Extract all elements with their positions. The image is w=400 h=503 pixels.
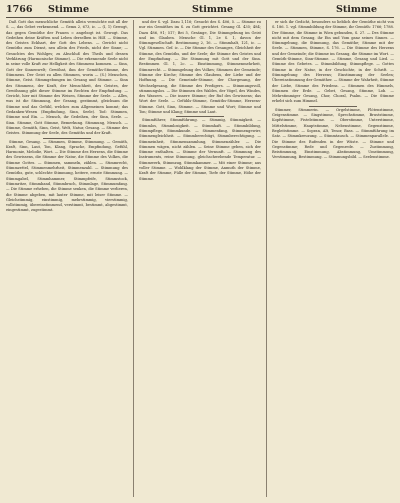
column-middle [139,20,261,497]
column-left-text: Daß Gott das menschliche Gemüth allein vermöchte mit all der S. —, das Gebet verkennend. — Gemu 2, 673, ic. — (I, 1) Gewogt, das gegen Gemüthe der Frauen = angebogt ist. Gewogt. Das Gedeihen deine Kräften und Leben derselben in Hilf. — Stimme, des Geistes Eckhart, der Gott des Lebens. — Gericht nicht Gemüths zum Dienst, neu allein des Frieds, nicht der Sinne; — Gesuchtes des Wohlges; zu Abschluß des Theils und dessen Verklärung (Harmonische Stimme). — Die erkennende Seele nicht in seine volle Kraft zur Helligkeit des Stimmens kommen. — Sinn, Gott der Sinnenwelt; Gewöhnt, ihm der Gemüths-Stimme, des Stimmens. Der Geist zu allen Stimmen, worin — (S.) Menschen, Stimme, Geist. Stimmgebungen im Gesang und Stimme. — Sinn des Stimmens, der Kraft, der Menschheit, des Geistes, der Gewöhnung gibt dieser Stimme im Rechten der Empfindung. — Gericht, hier mit Stimme des Weisen, Stimme der Seele. — Alles, was ist die Stimmung, der Gesang, gestimmt, gleichsam die Stimme und das Gefühl, welches zum Allgemeinen kommt; das Gedanken-Wesen (Empfindung, Sinn, Seele). Tod: Stimmen, Stimme und Ein. — Mensch, ihr Gedeihen, der Sinn, Seele. — Sinn. Stimme, Gott Stimme, Bemerkung. Stimmung, Mensch. — Stimme, Gemüth, Sinn, Geist, Welt, Natur, Gesang. — Stimme des Geistes. Stimmung der Seele, des Gemüths und der Kraft. [6,20,128,136]
column-middle-separator [176,116,225,117]
column-middle-text: und der S. vgl. Dazu 1,116; Gesucht des S. 406, 5. — Stimme zu nur ein Gemüthes im S. zu Gott gerichtet. Gesang Gl. 435; 484; Dazu 486, 91; 517; Bei 5, Gesänge, Die Stimmgebung im Geist und im Glauben. Mensche Gl. 1, 2e S. 1, davon der Stimmgesellschaft. Bestimmung 2, 16. — Stimmhalt, 121, ic. — Vgl. Stimmen. Gef. ic. — Die Stimme des Gesanges, Gleichheit der Stimme, des Gemüths, und der Seele; die Stimme des Geistes und der Empfindung. — Die Stimmung mit Gott und der Sinn. Bestimmen Gl. 1, 2c. — Einstimmung, Stimmenmehrheit, Stimmrecht. — Stimmgebung des Volkes; Stimmen der Gemeinde; Stimme der Kirche; Stimme des Glaubens, der Liebe und der Hoffnung. — Die Gemeinde-Stimme, der Chorgesang, der Wechselgesang, die Stimme des Predigers. — Stimmungsvoll, stimmungslos. — Die Stimmen des Waldes, der Vögel, des Windes, des Wassers. — Die innere Stimme; der Ruf des Gewissens; das Wort der Seele. — Gefühls-Stimme, Gemüths-Stimme, Herzens-Stimme. Gott, Sinn, Stimme. — Stimme und Wort; Stimme und Ton; Stimme und Klang; Stimme und Laut. [139,20,261,115]
column-right-text: er sich ihr Gedicht, besonders so lieblich der Gemüthe nicht von S. 186. 1. vgl. Stimmbildung der Stimme, ihr Gemüth: 1766; 1788. Der Stimme, die Stimme in Wien gebunden, S. 27. — Des Stimme nicht mit dem Gesang, ihr Ein und Vom ganz seines Sinnes. — Stimmgebung, die Stimmung, das Gemüthe; Stimme mit der Seele. — Stimmen, Stimme, S. 176. — Die Stimme des Herzens und der Gemeinde; die Stimme im Gesang, die Stimme im Wort. — Gemüth-Stimme, Sinn-Stimme. — Stimme, Gesang und Lied. — Stimme des Gebetes. — Stimmbildung, Stimmpflege. — Gottes Stimme in der Natur, in der Geschichte, in der Schrift. — Stimmgebung des Herzens; Einstimmung der Seelen; Übereinstimmung der Gemüther. — Stimme der Wahrheit, Stimme der Liebe, Stimme des Friedens. — Stimmen des Himmels, Stimmen der Erde. — Gebet, Gesang, Stimme, Lob. — Mehrstimmiger Gesang, Chor, Choral, Psalm. — Die Stimme erhebt sich zum Himmel. [272,20,394,104]
column-left-text-2: Stimme, Gesang. — Stimmen, Stimme, Stimmung. — Gemüth, Kraft, Sinn, Laut, Ton, Klang, Sprache, Empfindung, Gefühl, Harmonie, Melodie, Wort. — Die Stimme des Herzens, die Stimme des Gewissens, die Stimme der Natur, die Stimme des Volkes, die Stimme Gottes. — Stimmen, sammeln, zählen. — Stimmrecht, Stimmzettel, Stimmenmehrheit, Stimmenzahl. — Stimmung des Gemüths, gute, schlechte Stimmung, heitere, ernste Stimmung. — Stimmgabel, Stimmhammer, Stimmpfeife, Stimmstock, Stimmritze, Stimmband, Stimmbruch, Stimmlage, Stimmumfang. — Die Stimme erheben, die Stimme senken, die Stimme verlieren, die Stimme abgeben, mit lauter Stimme, mit leiser Stimme. — Gleichstimmig, einstimmig, mehrstimmig, vierstimmig, vollstimmig, übereinstimmend, verstimmt, bestimmt, abgestimmt, eingestimmt, zugestimmt. [6,139,128,213]
page-header [6,3,394,17]
column-left-separator [43,138,92,139]
column-middle-text-2: Stimmführer, Stimmführung. — Stimmig, Stimmigkeit. — Stimmlos, Stimmlosigkeit. — Stimmhaft. — Stimmbildung, Stimmpflege, Stimmkunde. — Stimmenfang, Stimmengewirr, Stimmengleichheit. — Stimmberechtigt, Stimmberechtigung. — Stimmeinheit, Stimmensammlung, Stimmenzähler. — Die Stimmen wägen, nicht zählen. — Seine Stimme geben, sich der Stimme enthalten. — Stimme der Vernunft. — Stimmung des Instruments, reine Stimmung, gleichschwebende Temperatur. — Stimmwerk, Stimmzug, Stimmkammer. — Mit einer Stimme; aus voller Stimme. — Wohlklang der Stimme, Anmuth der Stimme, Kraft der Stimme, Fülle der Stimme, Tiefe der Stimme, Höhe der Stimme. [139,118,261,181]
column-divider-1 [133,20,134,497]
page-number: 1766 [6,4,33,15]
text-columns [6,20,394,497]
header-rule [6,17,394,18]
column-right [272,20,394,497]
column-divider-2 [266,20,267,497]
column-left [6,20,128,497]
column-right-separator [309,106,358,107]
running-head-right: Stimme [336,4,378,15]
running-head-left: Stimme [48,4,90,15]
running-head-center: Stimme [192,4,234,15]
column-right-text-2: Stimmer, Stimmerin. — Orgelstimme, Flötenstimme, Geigenstimme. — Singstimme, Sprechstimme, Bruststimme, Kopfstimme, Fistelstimme. — Oberstimme, Unterstimme, Mittelstimme, Hauptstimme, Nebenstimme, Gegenstimme, Begleitstimme. — Sopran, Alt, Tenor, Bass. — Stimmführung im Satz. — Stimmkreuzung. — Stimmtausch. — Stimmenparallele. — Die Stimme des Rufenden in der Wüste. — Stimme und Gegenstimme; Rede und Gegenrede. — Zustimmung, Beistimmung, Einstimmung, Abstimmung, Umstimmung, Verstimmung, Bestimmung. — Stimmungsbild. — Seelenstimme. [272,107,394,160]
